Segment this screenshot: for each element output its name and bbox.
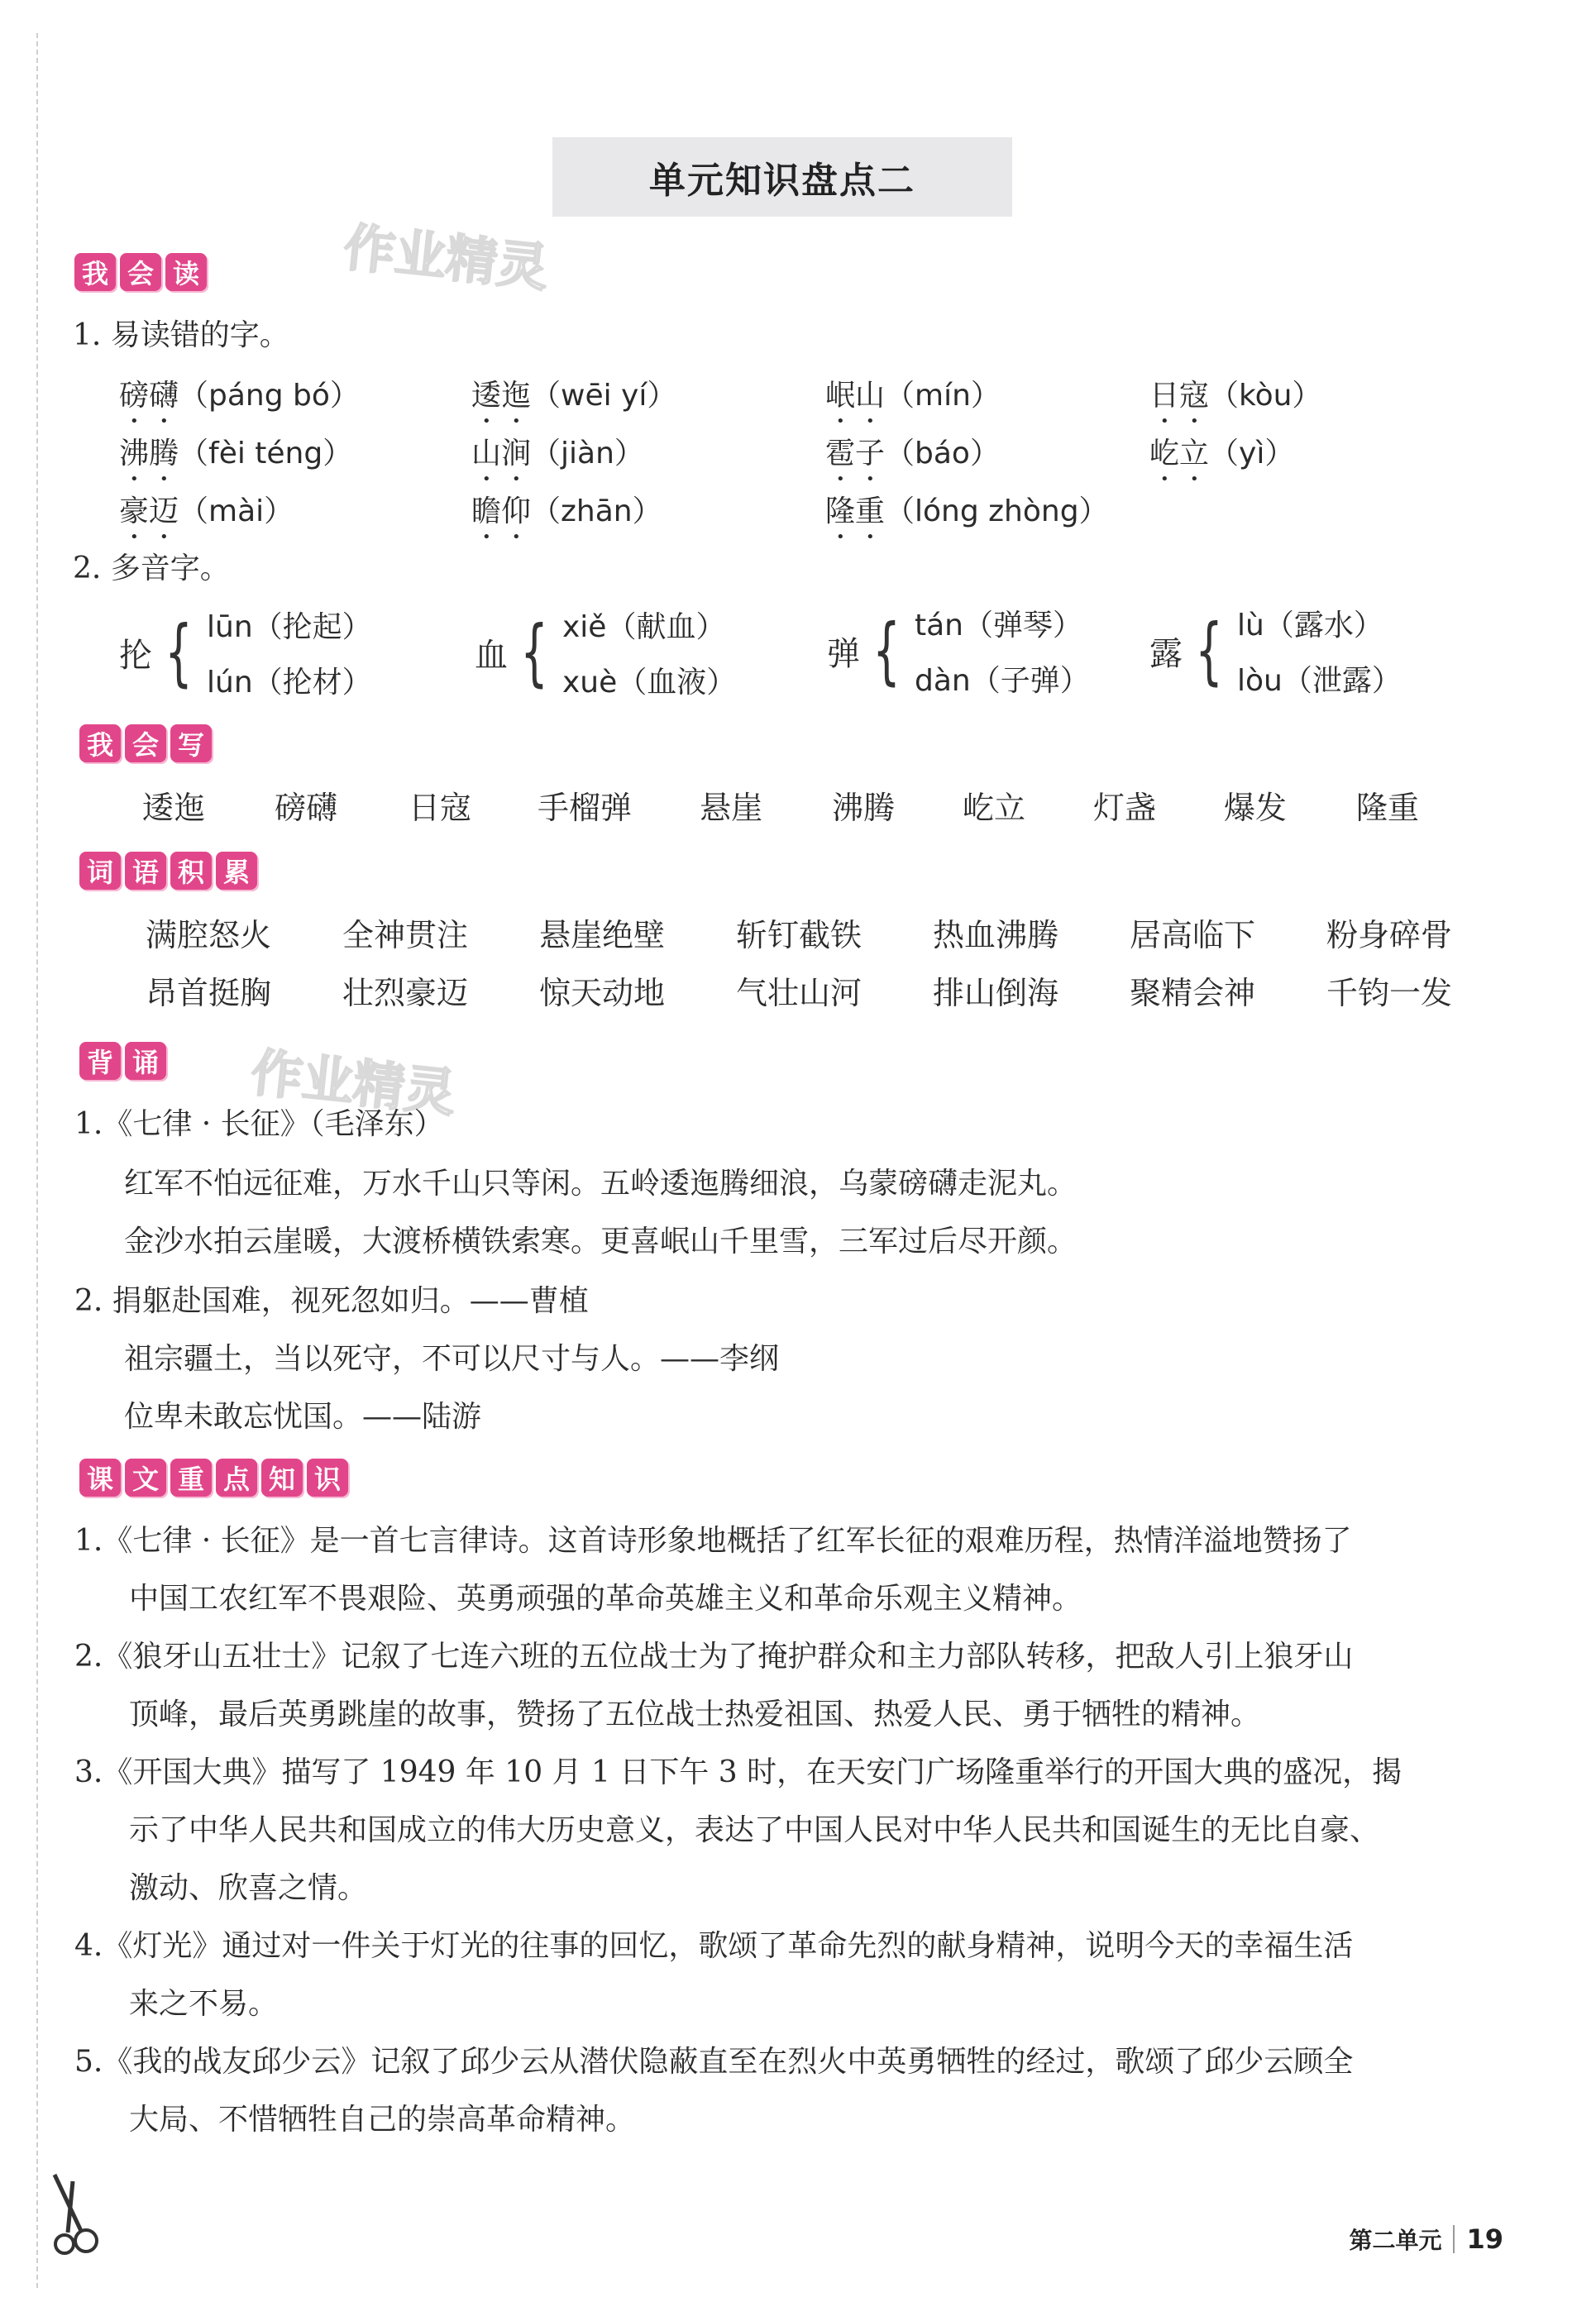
list-item: 磅礴（páng bó） — [119, 379, 360, 413]
list-item: 悬崖绝壁 — [539, 917, 666, 953]
key-point-line: 中国工农红军不畏艰险、英勇顽强的革命英雄主义和革命乐观主义精神。 — [129, 1582, 1082, 1616]
list-item: 日寇 — [409, 790, 472, 826]
read-q2: 2. 多音字。 — [73, 552, 230, 585]
list-item: 隆重（lóng zhòng） — [825, 494, 1109, 528]
list-item: 爆发 — [1224, 790, 1288, 826]
list-item: 屹立（yì） — [1149, 437, 1295, 470]
watermark: 作业精灵 — [248, 1042, 459, 1124]
key-point-line: 激动、欣喜之情。 — [129, 1871, 368, 1905]
list-item: 惊天动地 — [539, 975, 666, 1011]
polyphone-item: 露 { lù（露水） lòu（泄露） — [1149, 608, 1402, 698]
key-point-line: 顶峰，最后英勇跳崖的故事，赞扬了五位战士热爱祖国、热爱人民、勇于牺牲的精神。 — [129, 1698, 1261, 1731]
list-item: 粉身碎骨 — [1326, 917, 1453, 953]
key-point-line: 1.《七律 · 长征》是一首七言律诗。这首诗形象地概括了红军长征的艰难历程，热情洋溢地赞扬了 — [74, 1524, 1352, 1558]
list-item: 山涧（jiàn） — [471, 437, 644, 470]
key-point-line: 2.《狼牙山五壮士》记叙了七连六班的五位战士为了掩护群众和主力部队转移，把敌人引上狼牙山 — [74, 1640, 1354, 1674]
list-item: 手榴弹 — [538, 790, 633, 826]
section-badge-words: 词 语 积 累 — [79, 852, 257, 890]
key-point-line: 3.《开国大典》描写了 1949 年 10 月 1 日下午 3 时，在天安门广场隆重举行的开国大典的盛况，揭 — [74, 1755, 1402, 1789]
key-point-line: 大局、不惜牺牲自己的崇高革命精神。 — [129, 2103, 636, 2137]
key-point-line: 4.《灯光》通过对一件关于灯光的往事的回忆，歌颂了革命先烈的献身精神，说明今天的幸福生活 — [74, 1929, 1354, 1963]
list-item: 聚精会神 — [1130, 975, 1256, 1011]
list-item: 日寇（kòu） — [1149, 379, 1322, 413]
page-title: 单元知识盘点二 — [552, 137, 1012, 217]
list-item: 逶迤（wēi yí） — [471, 379, 677, 413]
recite-line: 1.《七律 · 长征》（毛泽东） — [74, 1107, 444, 1141]
list-item: 热血沸腾 — [933, 917, 1059, 953]
list-item: 磅礴 — [275, 790, 338, 826]
list-item: 悬崖 — [700, 790, 763, 826]
list-item: 屹立 — [963, 790, 1026, 826]
list-item: 瞻仰（zhān） — [471, 494, 662, 528]
polyphone-item: 弹 { tán（弹琴） dàn（子弹） — [827, 608, 1090, 698]
key-point-line: 示了中华人民共和国成立的伟大历史意义，表达了中国人民对中华人民共和国诞生的无比自豪、 — [129, 1813, 1380, 1847]
list-item: 沸腾 — [832, 790, 896, 826]
recite-line: 位卑未敢忘忧国。——陆游 — [124, 1400, 482, 1434]
list-item: 居高临下 — [1130, 917, 1256, 953]
recite-line: 金沙水拍云崖暖，大渡桥横铁索寒。更喜岷山千里雪，三军过后尽开颜。 — [124, 1225, 1078, 1258]
key-point-line: 5.《我的战友邱少云》记叙了邱少云从潜伏隐蔽直至在烈火中英勇牺牲的经过，歌颂了邱少云顾全 — [74, 2045, 1354, 2079]
unit-label: 第二单元 — [1349, 2227, 1442, 2254]
polyphone-item: 血 { xiě（献血） xuè（血液） — [475, 609, 737, 700]
section-badge-key: 课 文 重 点 知 识 — [79, 1459, 348, 1497]
list-item: 昂首挺胸 — [146, 975, 272, 1011]
list-item: 排山倒海 — [933, 975, 1059, 1011]
watermark: 作业精灵 — [341, 217, 552, 298]
list-item: 壮烈豪迈 — [342, 975, 469, 1011]
section-badge-write: 我 会 写 — [79, 724, 212, 762]
list-item: 满腔怒火 — [146, 917, 272, 953]
recite-line: 2. 捐躯赴国难，视死忽如归。——曹植 — [74, 1284, 589, 1318]
recite-line: 祖宗疆土，当以死守，不可以尺寸与人。——李纲 — [124, 1342, 780, 1376]
cut-line — [36, 33, 38, 2288]
list-item: 千钧一发 — [1326, 975, 1453, 1011]
list-item: 沸腾（fèi téng） — [119, 437, 353, 470]
read-q1: 1. 易读错的字。 — [73, 318, 289, 352]
page-number: 19 — [1466, 2223, 1503, 2255]
list-item: 岷山（mín） — [825, 379, 1001, 413]
footer-divider — [1453, 2225, 1455, 2253]
list-item: 豪迈（mài） — [119, 494, 294, 528]
list-item: 全神贯注 — [342, 917, 469, 953]
list-item: 隆重 — [1356, 790, 1420, 826]
section-badge-recite: 背 诵 — [79, 1042, 166, 1080]
list-item: 逶迤 — [142, 790, 206, 826]
list-item: 气壮山河 — [736, 975, 863, 1011]
list-item: 灯盏 — [1093, 790, 1157, 826]
list-item: 雹子（báo） — [825, 437, 1000, 470]
polyphone-item: 抡 { lūn（抡起） lún（抡材） — [119, 609, 372, 700]
section-badge-read: 我 会 读 — [74, 253, 207, 291]
key-point-line: 来之不易。 — [129, 1987, 279, 2021]
page-footer — [1349, 2223, 1503, 2256]
scissors-icon — [48, 2173, 106, 2256]
list-item: 斩钉截铁 — [736, 917, 863, 953]
recite-line: 红军不怕远征难，万水千山只等闲。五岭逶迤腾细浪，乌蒙磅礴走泥丸。 — [124, 1167, 1078, 1201]
